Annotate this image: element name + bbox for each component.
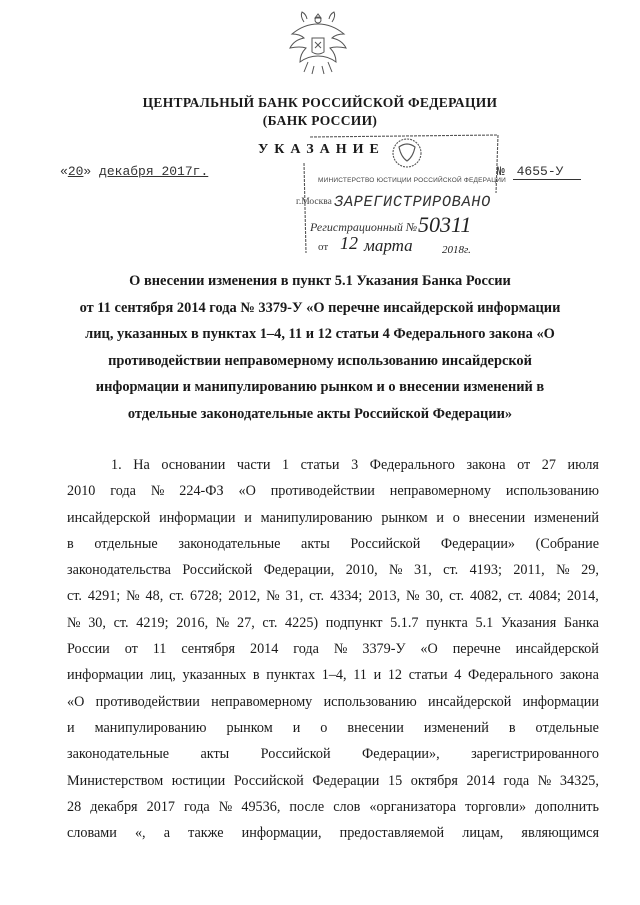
body-word: и <box>436 509 444 526</box>
body-word: внесении <box>347 719 404 736</box>
body-word: дополнить <box>535 798 599 815</box>
body-word: ст. <box>169 588 185 605</box>
body-word: Федерации», <box>362 746 440 763</box>
body-line <box>67 531 599 557</box>
body-word: № <box>126 588 140 605</box>
body-word: 4084; <box>528 588 561 605</box>
body-word: информации, <box>241 825 322 842</box>
body-word: акты <box>200 746 230 763</box>
body-word: 5.1 <box>475 614 494 631</box>
title-line: информации и манипулированию рынком и о внесении изменений в <box>95 379 545 395</box>
body-word: юстиции <box>171 772 226 789</box>
body-word: лицам, <box>462 825 504 842</box>
document-title <box>60 268 580 427</box>
body-word: неправомерному <box>211 693 313 710</box>
body-word: 1–4, <box>321 667 347 684</box>
body-word: инсайдерской <box>428 693 512 710</box>
body-word: противодействии <box>270 483 375 500</box>
body-word: 49536, <box>241 798 281 815</box>
body-word: изменений <box>534 509 599 526</box>
body-word: 4225) <box>285 614 319 631</box>
body-line <box>67 715 599 741</box>
body-line <box>67 478 599 504</box>
date-open-quote: « <box>60 164 68 179</box>
body-line <box>67 636 599 662</box>
body-word: и <box>292 719 301 736</box>
body-word: лиц, <box>149 667 176 684</box>
body-word: 31, <box>285 588 304 605</box>
body-word: 2010 <box>67 483 96 500</box>
body-word: 11 <box>152 641 167 658</box>
body-word: № <box>333 641 348 658</box>
body-word: ст. <box>309 588 325 605</box>
body-word: «О <box>420 641 438 658</box>
body-word: в <box>252 667 260 684</box>
stamp-reg-label: Регистрационный № <box>310 220 418 234</box>
body-word: 2014, <box>566 588 599 605</box>
body-word: и <box>373 667 382 684</box>
body-word: «организатора <box>369 798 457 815</box>
body-word: указанных <box>182 667 247 684</box>
body-word: 2010, <box>345 562 378 579</box>
body-word: части <box>236 457 271 473</box>
body-word: законодательные <box>178 535 281 552</box>
body-word: 1 <box>282 457 290 473</box>
body-word: России <box>67 641 110 658</box>
body-word: сентября <box>181 641 236 658</box>
body-word: пункта <box>426 614 468 631</box>
body-word: Федерального <box>468 667 554 684</box>
body-word: пунктах <box>266 667 316 684</box>
body-word: ст. <box>262 614 278 631</box>
body-word: ст. <box>113 614 129 631</box>
body-word: и <box>244 509 252 526</box>
body-line <box>67 662 599 688</box>
body-word: «О <box>238 483 256 500</box>
body-word: закона <box>466 457 506 473</box>
body-word: года <box>110 483 136 500</box>
body-word: рынком <box>381 509 428 526</box>
stamp-reg-month: марта <box>364 236 413 255</box>
body-word: Федерации <box>312 772 380 789</box>
body-word: противодействии <box>95 693 200 710</box>
body-word: перечне <box>452 641 501 658</box>
body-word: 4291; <box>87 588 121 605</box>
body-word: июля <box>567 457 599 473</box>
stamp-registered: ЗАРЕГИСТРИРОВАНО <box>332 193 493 211</box>
body-word: № <box>218 798 233 815</box>
body-word: 30, <box>425 588 444 605</box>
body-word: 224-ФЗ <box>179 483 224 500</box>
body-line <box>67 505 599 531</box>
body-word: 28 <box>67 798 82 815</box>
body-word: в <box>67 535 74 552</box>
body-word: «О <box>67 693 85 710</box>
body-word: использованию <box>505 483 599 500</box>
body-word: № <box>556 562 570 579</box>
organization-short-name: (БАНК РОССИИ) <box>262 113 378 128</box>
body-word: предоставляемой <box>339 825 445 842</box>
body-word: и <box>67 719 75 736</box>
body-word: 4219; <box>136 614 169 631</box>
body-word: 2014 <box>249 641 279 658</box>
document-body <box>67 452 599 846</box>
body-word: Российской <box>260 746 331 763</box>
body-line <box>67 583 599 609</box>
body-word: являющимся <box>521 825 599 842</box>
body-line <box>67 820 599 846</box>
body-word: о <box>320 719 328 736</box>
body-word: информации <box>522 693 599 710</box>
title-line: от 11 сентября 2014 года № 3379-У «О перечне инсайдерской информации <box>79 299 561 316</box>
body-word: 2017 <box>146 798 175 815</box>
stamp-ministry: МИНИСТЕРСТВО ЮСТИЦИИ РОССИЙСКОЙ ФЕДЕРАЦИИ <box>318 177 507 184</box>
body-word: использованию <box>323 693 417 710</box>
date-close-quote: » <box>83 164 92 179</box>
body-word: манипулированию <box>260 509 373 526</box>
body-word: № <box>67 614 81 631</box>
body-word: 3 <box>351 457 359 473</box>
body-word: 27 <box>541 457 556 473</box>
body-word: № <box>389 562 403 579</box>
body-word: закона <box>559 667 599 684</box>
body-word: 2012, <box>228 588 261 605</box>
body-word: от <box>124 641 138 658</box>
body-word: статьи <box>408 667 448 684</box>
body-line <box>67 794 599 820</box>
body-word: Российской <box>233 772 304 789</box>
body-word: Федерального <box>369 457 455 473</box>
number-sign: № <box>497 164 505 179</box>
body-word: 3379-У <box>362 641 406 658</box>
body-word: Федерации, <box>263 562 335 579</box>
body-word: ст. <box>67 588 82 605</box>
body-word: торговли» <box>465 798 527 815</box>
body-word: от <box>517 457 531 473</box>
body-line <box>67 741 599 767</box>
body-word: декабря <box>90 798 138 815</box>
body-word: Российской <box>182 562 253 579</box>
city: г.Москва <box>296 197 332 207</box>
body-word: словами <box>67 825 117 842</box>
stamp-reg-day: 12 <box>340 233 358 253</box>
body-word: информации <box>159 509 236 526</box>
body-line <box>67 452 599 478</box>
body-word: законодательства <box>67 562 171 579</box>
body-word: а <box>163 825 170 842</box>
body-word: законодательные <box>67 746 170 763</box>
number-value: 4655-У <box>513 164 582 180</box>
body-word: 4334; <box>330 588 363 605</box>
title-line: лиц, указанных в пунктах 1–4, 11 и 12 статьи 4 Федерального закона «О <box>85 326 555 342</box>
body-word: 15 <box>387 772 403 789</box>
body-word: изменений <box>423 719 489 736</box>
date-month-year: декабря 2017г. <box>99 164 209 179</box>
body-word: года <box>184 798 210 815</box>
body-word: года <box>503 772 530 789</box>
document-number <box>497 164 581 180</box>
body-word: № <box>266 588 280 605</box>
stamp-from-label: от <box>318 241 329 253</box>
body-word: 2013, <box>368 588 401 605</box>
body-word: акты <box>301 535 330 552</box>
body-word: (Собрание <box>535 535 599 552</box>
title-line: отдельные законодательные акты Российской Федерации» <box>127 405 513 422</box>
body-line <box>67 610 599 636</box>
body-word: ст. <box>443 562 459 579</box>
body-word: 31, <box>414 562 432 579</box>
organization-name: ЦЕНТРАЛЬНЫЙ БАНК РОССИЙСКОЙ ФЕДЕРАЦИИ <box>142 95 498 110</box>
body-word: № <box>215 614 230 631</box>
body-word: «, <box>134 825 146 842</box>
body-word: Федерации» <box>440 535 516 552</box>
body-word: после <box>289 798 325 815</box>
body-word: рынком <box>226 719 273 736</box>
body-word: 1. <box>111 457 122 473</box>
body-word: 4193; <box>469 562 502 579</box>
body-word: 2016, <box>176 614 209 631</box>
body-word: 27, <box>237 614 255 631</box>
body-word: 29, <box>581 562 599 579</box>
body-line <box>67 689 599 715</box>
body-word: ст. <box>449 588 465 605</box>
body-word: зарегистрированного <box>471 746 599 763</box>
body-word: 5.1.7 <box>390 614 419 631</box>
body-word: года <box>293 641 319 658</box>
body-word: 4 <box>454 667 462 684</box>
body-word: 4082, <box>469 588 502 605</box>
body-word: о <box>452 509 460 526</box>
body-word: основании <box>161 457 226 473</box>
body-word: инсайдерской <box>515 641 599 658</box>
title-line: противодействии неправомерному использованию инсайдерской <box>108 352 532 369</box>
body-word: подпункт <box>325 614 383 631</box>
body-word: На <box>133 457 150 473</box>
body-word: инсайдерской <box>67 509 151 526</box>
body-word: неправомерному <box>389 483 491 500</box>
body-word: № <box>150 483 165 500</box>
body-word: Министерством <box>67 772 164 789</box>
body-word: октября <box>410 772 458 789</box>
body-word: информации <box>67 667 144 684</box>
body-word: ст. <box>507 588 523 605</box>
body-word: 2011, <box>513 562 545 579</box>
body-word: слов <box>333 798 361 815</box>
body-line <box>67 768 599 794</box>
body-word: отдельные <box>94 535 158 552</box>
stamp-reg-year: 2018г. <box>442 244 471 256</box>
body-word: в <box>508 719 516 736</box>
body-word: 34325, <box>559 772 599 789</box>
body-word: 11 <box>353 667 367 684</box>
body-word: также <box>188 825 224 842</box>
body-word: № <box>537 772 552 789</box>
stamp-reg-number: 50311 <box>418 212 472 237</box>
body-line <box>67 557 599 583</box>
body-word: 6728; <box>190 588 223 605</box>
body-word: манипулированию <box>94 719 207 736</box>
body-word: 12 <box>387 667 403 684</box>
document-type: УКАЗАНИЕ <box>258 142 385 157</box>
body-word: 30, <box>88 614 106 631</box>
document-date <box>60 164 208 179</box>
body-word: 2014 <box>466 772 495 789</box>
body-word: Российской <box>350 535 421 552</box>
body-word: Указания <box>500 614 557 631</box>
body-word: статьи <box>300 457 340 473</box>
body-word: 48, <box>145 588 164 605</box>
body-word: № <box>406 588 420 605</box>
title-line: О внесении изменения в пункт 5.1 Указания Банка России <box>129 273 511 289</box>
coat-of-arms-emblem <box>284 8 352 78</box>
body-word: внесении <box>468 509 526 526</box>
body-word: Банка <box>563 614 599 631</box>
body-word: отдельные <box>535 719 599 736</box>
date-day: 20 <box>67 164 84 179</box>
